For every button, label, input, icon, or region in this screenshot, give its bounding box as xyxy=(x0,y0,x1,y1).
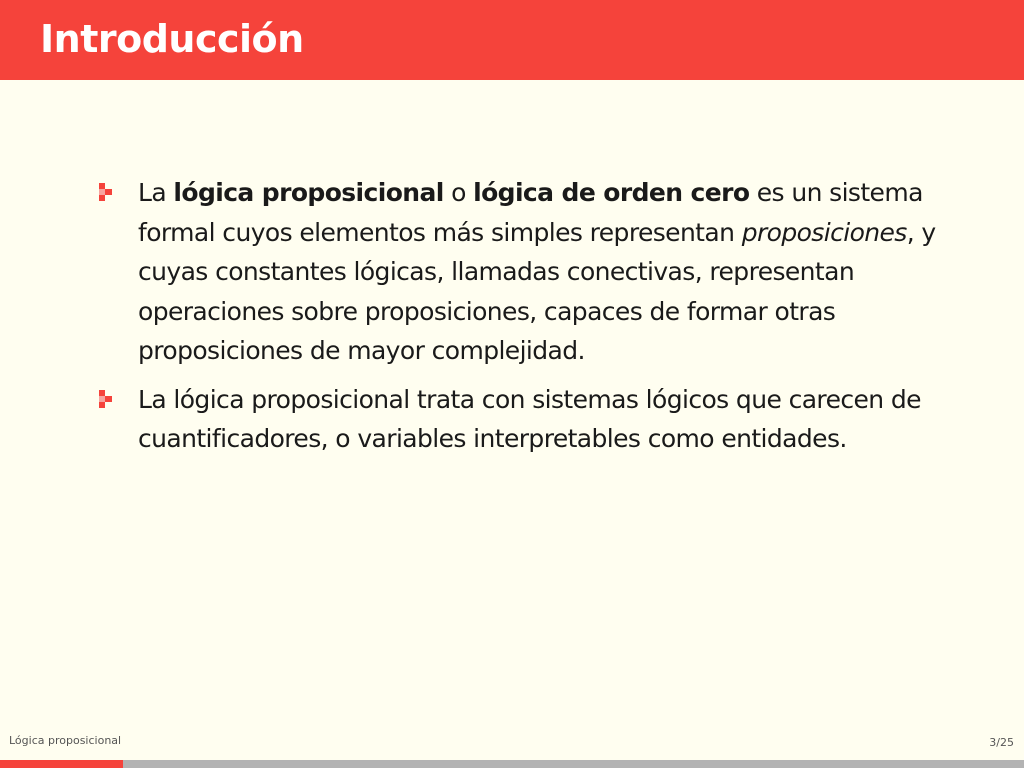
page-indicator: 3/25 xyxy=(989,736,1014,749)
text-segment: La xyxy=(138,178,174,207)
italic-term: proposiciones xyxy=(741,217,907,247)
bullet-item xyxy=(96,380,966,459)
bullet-text xyxy=(138,178,936,365)
progress-bar xyxy=(0,760,1024,768)
text-segment: o xyxy=(443,178,474,207)
bullet-text xyxy=(138,385,921,454)
text-segment: es un sistema formal cuyos elementos más simples representan xyxy=(138,178,923,247)
slide-content xyxy=(96,173,966,468)
slide-header xyxy=(0,0,1024,80)
progress-bar-fill xyxy=(0,760,123,768)
text-segment: La lógica proposicional trata con sistemas lógicos que carecen de cuantificadores, o variables interpretables como entidades. xyxy=(138,384,921,453)
red-arrow-bullet-icon xyxy=(98,389,114,409)
bold-term: lógica de orden cero xyxy=(473,178,750,207)
bullet-item xyxy=(96,173,966,371)
footer-short-title: Lógica proposicional xyxy=(9,734,122,747)
red-arrow-bullet-icon xyxy=(98,182,114,202)
bold-term: lógica proposicional xyxy=(173,178,444,207)
slide-title: Introducción xyxy=(40,17,304,61)
text-segment: , y cuyas constantes lógicas, llamadas conectivas, representan operaciones sobre proposiciones, capaces de formar otras proposiciones de mayor complejidad. xyxy=(138,217,936,365)
